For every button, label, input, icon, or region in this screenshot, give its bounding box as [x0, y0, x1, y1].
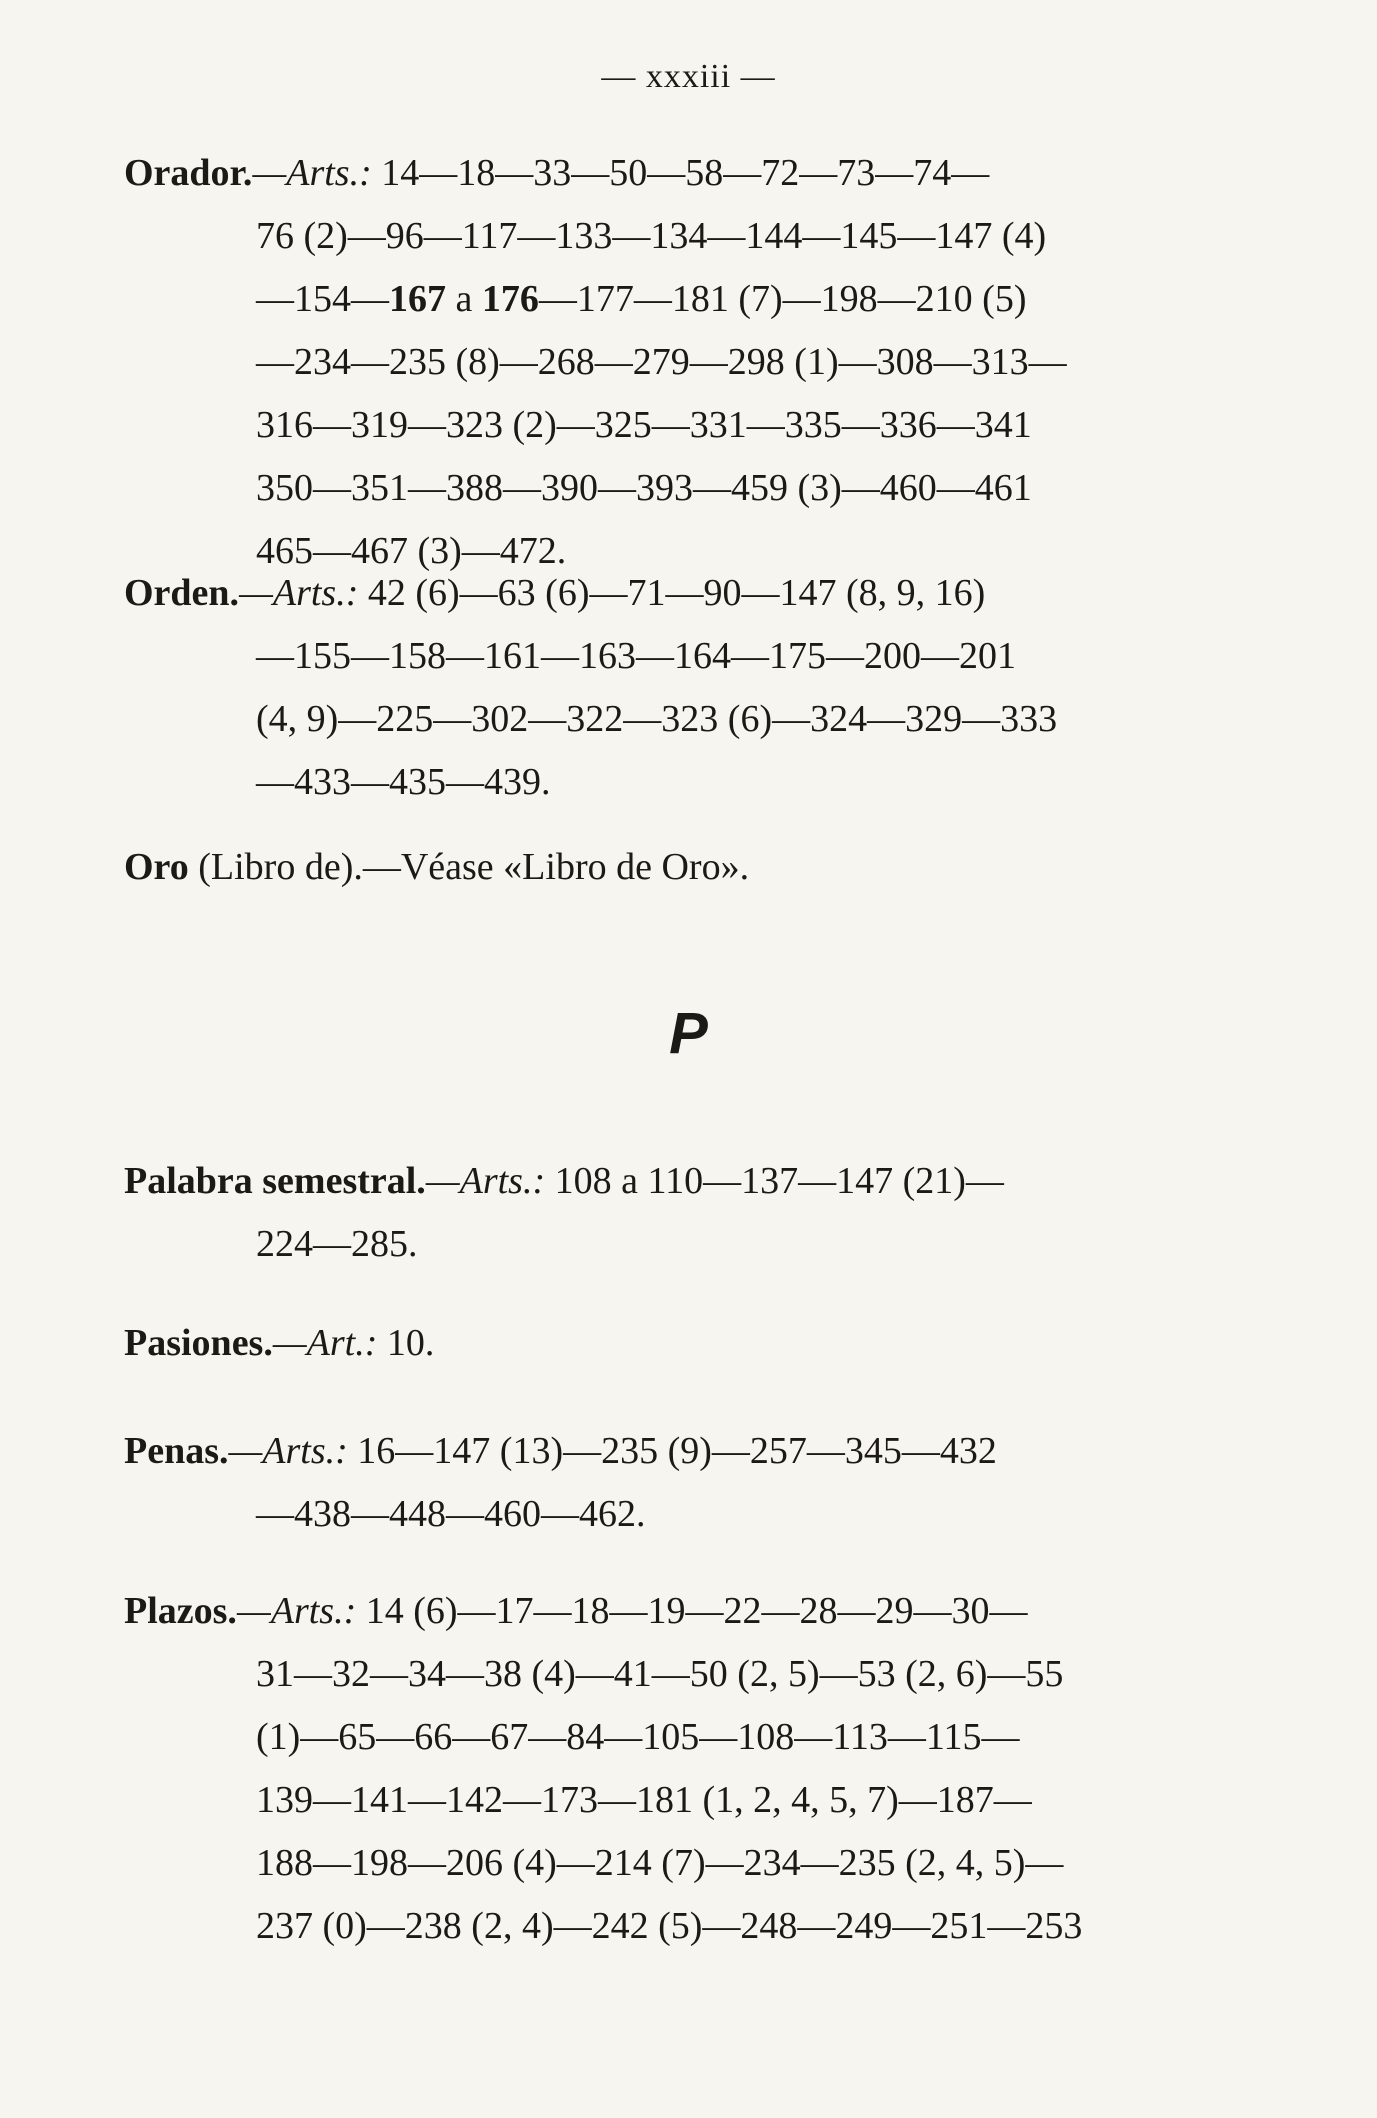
index-entry-palabra-semestral: [124, 1150, 1194, 1276]
entry-text: 31—32—34—38 (4)—41—50 (2, 5)—53 (2, 6)—55: [256, 1653, 1064, 1695]
entry-label: —Arts.:: [236, 1590, 357, 1632]
entry-text: 237 (0)—238 (2, 4)—242 (5)—248—249—251—253: [256, 1905, 1083, 1947]
entry-heading: Pasiones.: [124, 1322, 273, 1364]
entry-text: (1)—65—66—67—84—105—108—113—115—: [256, 1716, 1020, 1758]
entry-heading: Orador.: [124, 152, 253, 194]
index-entry-orden: [124, 562, 1194, 814]
index-entry-penas: [124, 1420, 1194, 1546]
entry-text: a: [446, 278, 482, 320]
page-number: — xxxiii —: [601, 58, 776, 95]
entry-heading: Orden.: [124, 572, 240, 614]
index-entry-pasiones: [124, 1312, 1194, 1375]
index-entry-plazos: [124, 1580, 1194, 1958]
entry-text: 76 (2)—96—117—133—134—144—145—147 (4): [256, 215, 1047, 257]
entry-text: (Libro de).—Véase «Libro de Oro».: [188, 846, 750, 888]
entry-label: —Arts.:: [252, 152, 372, 194]
entry-label: —Arts.:: [425, 1160, 546, 1202]
entry-text: 108 a 110—137—147 (21)—: [545, 1160, 1004, 1202]
entry-text: 316—319—323 (2)—325—331—335—336—341: [256, 404, 1032, 446]
entry-text-line: [124, 268, 1194, 331]
index-entry-orador: [124, 142, 1194, 583]
section-letter: P: [669, 1001, 708, 1066]
entry-heading: Plazos.: [124, 1590, 237, 1632]
entry-text: —177—181 (7)—198—210 (5): [538, 278, 1027, 320]
entry-heading: Oro: [124, 846, 189, 888]
entry-text: 16—147 (13)—235 (9)—257—345—432: [347, 1430, 997, 1472]
entry-text: —155—158—161—163—164—175—200—201: [256, 635, 1016, 677]
entry-heading: Palabra semestral.: [124, 1160, 426, 1202]
entry-text: 42 (6)—63 (6)—71—90—147 (8, 9, 16): [358, 572, 986, 614]
entry-bold-number: 167: [389, 278, 446, 320]
entry-text: —438—448—460—462.: [256, 1493, 646, 1535]
entry-label: —Arts.:: [239, 572, 359, 614]
entry-text: —433—435—439.: [256, 761, 551, 803]
entry-text: —234—235 (8)—268—279—298 (1)—308—313—: [256, 341, 1067, 383]
entry-text: 350—351—388—390—393—459 (3)—460—461: [256, 467, 1032, 509]
entry-text: (4, 9)—225—302—322—323 (6)—324—329—333: [256, 698, 1058, 740]
entry-heading: Penas.: [124, 1430, 229, 1472]
entry-text: 10.: [377, 1322, 435, 1364]
entry-text: 465—467 (3)—472.: [256, 530, 567, 572]
entry-label: —Art.:: [272, 1322, 378, 1364]
index-entry-oro: [124, 836, 1194, 899]
entry-text: 139—141—142—173—181 (1, 2, 4, 5, 7)—187—: [256, 1779, 1032, 1821]
entry-label: —Arts.:: [228, 1430, 348, 1472]
entry-text: 14—18—33—50—58—72—73—74—: [371, 152, 990, 194]
entry-text: 14 (6)—17—18—19—22—28—29—30—: [356, 1590, 1028, 1632]
entry-text: 188—198—206 (4)—214 (7)—234—235 (2, 4, 5)—: [256, 1842, 1064, 1884]
entry-text: 224—285.: [256, 1223, 418, 1265]
entry-text: —154—: [256, 278, 389, 320]
entry-bold-number: 176: [481, 278, 539, 320]
